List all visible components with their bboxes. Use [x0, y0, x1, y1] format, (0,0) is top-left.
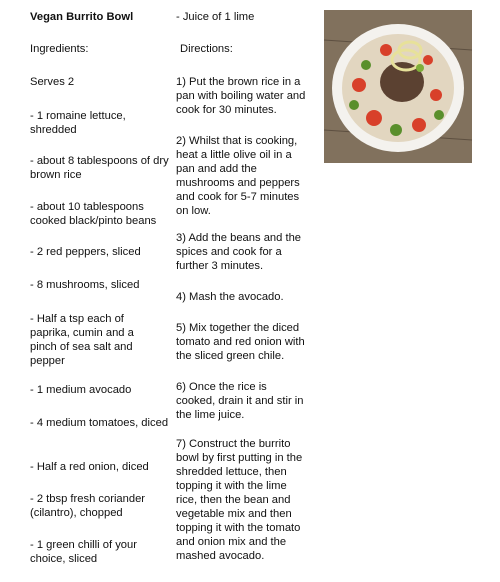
direction-step: 6) Once the rice is cooked, drain it and stir in the lime juice.	[176, 381, 304, 421]
ingredient-item: - 2 tbsp fresh coriander (cilantro), chopped	[30, 493, 146, 519]
burrito-bowl-image	[324, 10, 472, 163]
ingredient-item: - about 10 tablespoons cooked black/pinto beans	[30, 201, 157, 227]
recipe-title: Vegan Burrito Bowl	[30, 11, 134, 23]
directions-heading: Directions:	[180, 43, 233, 55]
ingredient-item: - Half a red onion, diced	[30, 461, 149, 473]
ingredient-item: - 1 romaine lettuce, shredded	[30, 110, 126, 136]
ingredients-heading: Ingredients:	[30, 43, 89, 55]
direction-step: 1) Put the brown rice in a pan with boiling water and cook for 30 minutes.	[176, 76, 306, 116]
burrito-bowl-photo	[324, 10, 472, 163]
direction-step: 4) Mash the avocado.	[176, 291, 284, 303]
direction-step: 7) Construct the burrito bowl by first putting in the shredded lettuce, then topping it with the lime rice, then the bean and vegetable mix and then topping it with the tomato and onion mix and the mashed avocado.	[176, 438, 303, 562]
ingredient-item: - Half a tsp each of paprika, cumin and a pinch of sea salt and pepper	[30, 313, 134, 367]
ingredient-item: - 4 medium tomatoes, diced	[30, 417, 169, 429]
direction-step: 2) Whilst that is cooking, heat a little olive oil in a pan and add the mushrooms and peppers and cook for 5-7 minutes on low.	[176, 135, 300, 217]
serves-text: Serves 2	[30, 76, 75, 88]
ingredient-item: - 1 green chilli of your choice, sliced	[30, 539, 137, 565]
direction-step: 5) Mix together the diced tomato and red onion with the sliced green chile.	[176, 322, 305, 362]
direction-step: 3) Add the beans and the spices and cook for a further 3 minutes.	[176, 232, 302, 272]
ingredient-item: - 2 red peppers, sliced	[30, 246, 141, 258]
ingredient-item-lime: - Juice of 1 lime	[176, 11, 255, 23]
ingredient-item: - 8 mushrooms, sliced	[30, 279, 140, 291]
ingredient-item: - about 8 tablespoons of dry brown rice	[30, 155, 169, 181]
ingredient-item: - 1 medium avocado	[30, 384, 132, 396]
